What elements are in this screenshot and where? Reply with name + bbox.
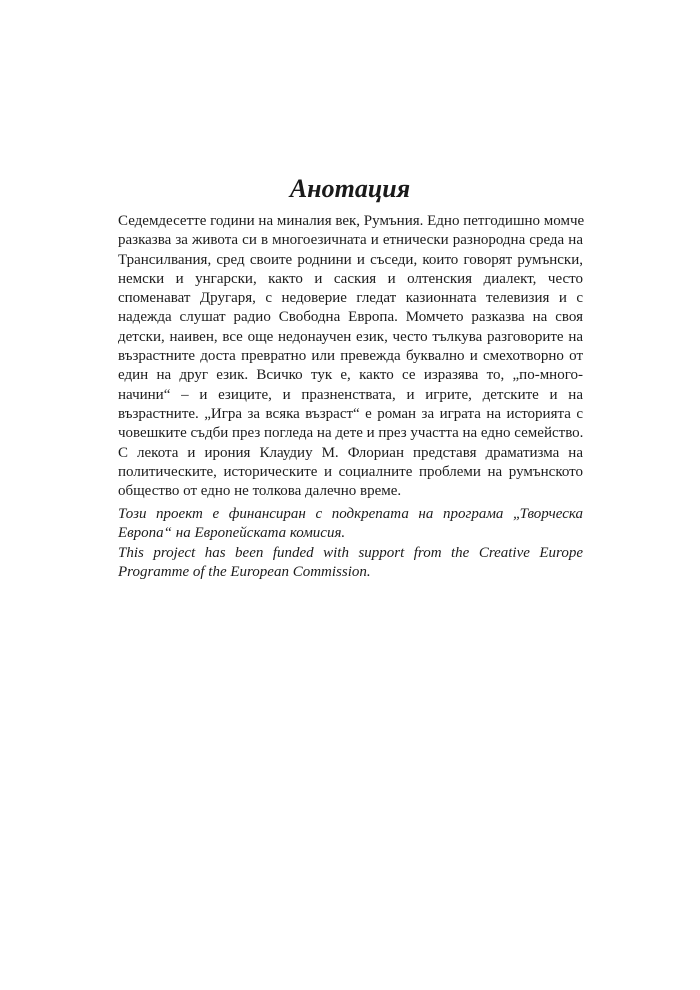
abstract-line: детски, наивен, все още недонаучен език, често тълкува разговорите на: [118, 328, 583, 345]
abstract-line: споменават Другаря, с недоверие гледат казионната телевизия и с: [118, 290, 583, 307]
abstract-line: политическите, историческите и социалните проблеми на румънското: [118, 463, 583, 480]
funding-line-en: This project has been funded with support from the Creative Europe: [118, 544, 583, 561]
abstract-line: Трансилвания, сред своите роднини и съседи, които говорят румънски,: [118, 251, 583, 268]
abstract-line: начини“ – и езиците, и празненствата, и игрите, детските и на: [118, 386, 583, 403]
abstract-line: човешките съдби през погледа на дете и през участта на едно семейство.: [118, 425, 584, 442]
abstract-line: С лекота и ирония Клаудиу М. Флориан представя драматизма на: [118, 444, 583, 461]
abstract-line: Седемдесетте години на миналия век, Румъния. Едно петгодишно момче: [118, 213, 585, 229]
funding-line-bg: Този проект е финансиран с подкрепата на програма „Творческа: [118, 506, 583, 522]
funding-line-en: Programme of the European Commission.: [118, 563, 371, 580]
funding-line-bg: Европа“ на Европейската комисия.: [118, 525, 346, 542]
abstract-line: общество от едно не толкова далечно време.: [118, 483, 402, 500]
abstract-line: един на друг език. Всичко тук е, както се изразява то, „по-много-: [118, 367, 583, 384]
abstract-line: надежда слушат радио Свободна Европа. Момчето разказва на своя: [118, 309, 583, 326]
abstract-line: разказва за живота си в многоезичната и етнически разнородна среда на: [118, 232, 583, 249]
abstract-line: възрастните доста превратно или превежда буквално и смехотворно от: [118, 348, 583, 365]
page-title: Анотация: [289, 174, 411, 203]
abstract-paragraph: [118, 212, 583, 501]
abstract-line: немски и унгарски, както и саския и олтенския диалект, често: [118, 270, 583, 287]
funding-statement: [118, 505, 583, 582]
abstract-line: възрастните. „Игра за всяка възраст“ е роман за играта на историята с: [118, 405, 583, 422]
